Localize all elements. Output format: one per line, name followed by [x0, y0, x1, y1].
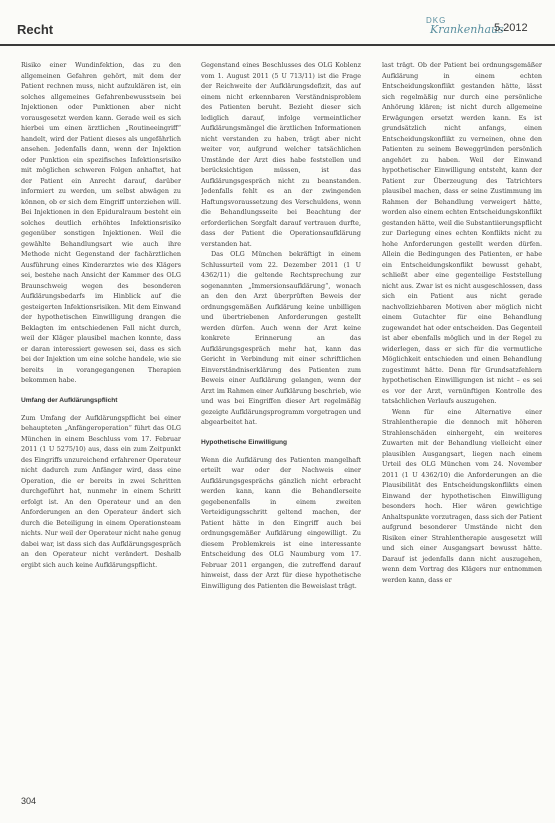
issue-number: 5.2012 — [494, 22, 528, 34]
paragraph: Wenn für eine Alternative einer Strahlentherapie die dennoch mit höheren Strahlenschäden einhergeht, ein weiteres Zuwarten mit der Behandlung vielleicht einer plausiblen Ausgangsart, liegen nach einem Urteil des OLG München vom 24. November 2011 (1 U 4362/10) die Anforderungen an die Plausibilität des Entscheidungskonflikts einen Einwand der hypothetischen Einwilligung besonders hoch. Hier wären gewichtige Anhaltspunkte vorzutragen, dass sich der Patient aufgrund besonderer Umstände nicht den Risiken einer Strahlentherapie ausgesetzt will und sich einer Ausgangsart bewusst hätte. Darauf ist jedenfalls dann nicht auszugehen, wenn dem Vortrag des Klägers nur entnommen werden kann, dass er — [382, 407, 542, 584]
page-header — [0, 0, 555, 46]
das-krankenhaus-logo — [426, 16, 504, 40]
paragraph: Gegenstand eines Beschlusses des OLG Koblenz vom 1. August 2011 (5 U 713/11) ist die Frage der Reichweite der Aufklärungsdefizit, das auf einem nicht erkennbaren Verständnisproblem des Patienten beruht. Bezieht dieser sich lediglich darauf, infolge vermeintlicher Aufklärungsmängel die ärztlichen Informationen nicht verstanden zu haben, trägt aber nicht weiter vor, aufgrund welcher tatsächlichen Umstände der Arzt dies habe feststellen und berücksichtigen müssen, ist das Aufklärungsgespräch nicht zu beanstanden. Jedenfalls fehlt es an der zwingenden Haftungsvoraussetzung des Verschuldens, wenn die Behandlungsseite bei Beachtung der erforderlichen Sorgfalt darauf vertrauen durfte, dass der Patient die Operationsaufklärung verstanden hat. — [201, 61, 361, 248]
header-rule — [0, 44, 555, 46]
subheading-hypothetische-einwilligung: Hypothetische Einwilligung — [201, 438, 288, 446]
paragraph: Wenn die Aufklärung des Patienten mangelhaft erteilt war oder der Nachweis einer Aufklärungsgesprächs gänzlich nicht erbracht werden kann, kann die Behandlerseite gegebenenfalls in einem zweiten Verteidigungsschritt geltend machen, der Patient hätte in den Eingriff auch bei ordnungsgemäßer Aufklärung eingewilligt. Zu diesem Problemkreis ist eine interessante Entscheidung des OLG Naumburg vom 17. Februar 2011 ergangen, die zutreffend darauf hinweist, dass der Arzt für diese hypothetische Einwilligung des Patienten die Beweislast trägt. — [201, 455, 361, 590]
column-1 — [21, 60, 181, 790]
paragraph: last trägt. Ob der Patient bei ordnungsgemäßer Aufklärung in einem echten Entscheidungskonflikt gestanden hätte, lässt sich regelmäßig nur durch eine persönliche Anhörung klären; ist nicht durch allgemeine Erwägungen ersetzt werden kann. Es ist grundsätzlich nicht anfangs, einen Entscheidungskonflikt zu verneinen, ohne den Patienten zu seinem Beweggründen persönlich angehört zu haben. Weil der Einwand hypothetischer Einwilligung entsteht, kann der Patient zur Überzeugung des Tatrichters plausibel machen, dass er seine Zustimmung im Rahmen der Behandlung verweigert hätte, worden also einem echten Entscheidungskonflikt gestanden hätte, weil die Substantiierungspflicht zur Darlegung eines echten Konflikts nicht zu hohe Anforderungen gestellt werden dürfen. Allein die Bedingungen des Patienten, er habe ein Entscheidungskonflikt bewusst gehabt, schließt aber eine gegenteilige Feststellung nicht aus. Zwar ist es nicht ausgeschlossen, dass sich ein Patient aus nicht gerade nachvollziehbaren Motiven aber möglich nicht einem Gutachter für eine Behandlung zugewandet hat oder entscheiden. Das Gegenteil ist aber ebenfalls möglich und in der Regel zu widerlegen, dass er sich für die vermutliche Möglichkeit entschieden und einen Behandlung zugestimmt hätte. Denn für Grundsatzfehlern hypothetischen Einwilligungen ist nicht – es sei es vor der Arzt, vernünftigen Kontrolle des tatsächlichen Verlaufs auszugehen. — [382, 61, 542, 405]
paragraph: Risiko einer Wundinfektion, das zu den allgemeinen Gefahren gehört, mit dem der Patient rechnen muss, nicht aufzuklären ist, ein solches allgemeines Gefahrenbewusstsein bei Injektionen oder Punktionen aber nicht vorausgesetzt werden kann. Gerade weil es sich hierbei um einen ärztlichen „Routineeingriff“ handelt, wird der Patient dieses als ungefährlich ansehen. Jedenfalls dann, wenn der Injektion oder Punktion ein spezifisches Infektionsrisiko mit möglichen schweren Folgen anhaftet, hat der Patient ein Anrecht darauf, darüber informiert zu werden, um selbst abwägen zu können, ob er sich dem Eingriff unterziehen will. Bei Injektionen in den Epiduralraum besteht ein solches deutlich erhöhtes Infektionsrisiko gegenüber sonstigen Injektionen. Weil die gewählte Behandlungsart wie auch ihre Methode nicht Gegenstand der fachärztlichen Ausführung eines Kinderarztes wie des Klägers sei, bestehe nach Ansicht der Kammer des OLG Braunschweig wegen des besonderen Aufklärungsbedarfs im Hinblick auf die gesteigerten Infektionsrisiken. Mit dem Einwand der hypothetischen Einwilligung drangen die Beklagten im entschiedenen Fall nicht durch, weil der Kläger plausibel machen konnte, dass er daran interessiert gewesen sei, dass es sich bei der Injektion um eine solche handele, wie sie bereits in vorangegangenen Therapien bekommen habe. — [21, 61, 181, 384]
logo-mark: DKG — [426, 16, 447, 25]
page-number: 304 — [21, 796, 37, 806]
logo-wordmark: Krankenhaus — [430, 23, 504, 36]
column-2 — [201, 60, 361, 790]
paragraph: Zum Umfang der Aufklärungspflicht bei einer behaupteten „Anfängeroperation“ führt das OLG München in einem Beschluss vom 17. Februar 2011 (1 U 5275/10) aus, dass ein zum Zeitpunkt des Eingriffs unzureichend erfahrener Operateur nicht dadurch zum Anfänger wird, dass eine Operation, die er bereits in zwei Schritten durchgeführt hat, nunmehr in einem Schritt erfolgt ist. An den Operateur und an den Anforderungen an den Operateur ändert sich durch die Beteiligung in einem Operationsteam nichts. Nur weil der Operateur nicht nahe genug dabei war, ist dass sich das Aufklärungsgespräch an den Operateur nicht verändert. Deshalb ergibt sich auch keine Aufklärungspflicht. — [21, 413, 181, 569]
subheading-aufklaerungspflicht: Umfang der Aufklärungspflicht — [21, 396, 118, 404]
section-title: Recht — [17, 22, 54, 37]
column-3 — [382, 60, 542, 790]
paragraph: Das OLG München bekräftigt in einem Schlussurteil vom 22. Dezember 2011 (1 U 4362/11) die geltende Rechtsprechung zur sogenannten „Immersionsaufklärung“, wonach an den den Arzt überprüften Beweis der ordnungsgemäßen Aufklärung keine unbilligen und übertriebenen Anforderungen gestellt werden dürfen. Auch wenn der Arzt keine konkrete Erinnerung an das Aufklärungsgespräch mehr hat, kann das Gericht in Verbindung mit einer schriftlichen Einverständniserklärung des Patienten zum Beweis einer Aufklärung gelangen, wenn der Arzt im Rahmen einer Aufklärung beschrieb, wie und was bei Eingriffen dieser Art regelmäßig gezeigte Aufklärungsprogramm vorgetragen und abgearbeitet hat. — [201, 250, 361, 426]
article-body — [21, 60, 540, 790]
